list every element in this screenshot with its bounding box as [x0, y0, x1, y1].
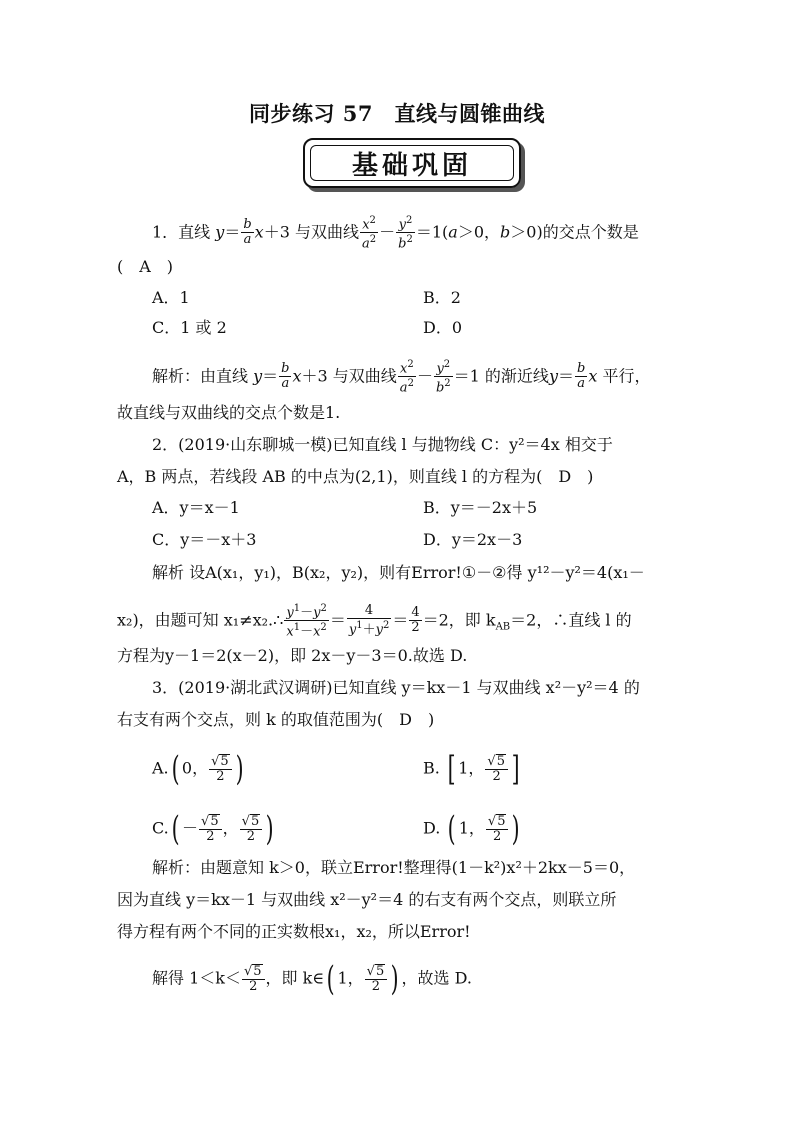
q2-explanation-line2: x₂)，由题可知 x₁≠x₂.∴ $\frac{y^1-y^2}{x^1-x^2}$ ＝ $\frac{4}{y^1+y^2}$ ＝ $\frac{4}{2}$ ＝2，即 $k_{AB}=2$，∴直线 l 的 [117, 603, 632, 640]
q2-option-c: C．y＝－x＋3 [152, 530, 257, 549]
q1-option-a: A．1 [152, 288, 190, 307]
q1-option-b: B．2 [423, 288, 461, 307]
q3-stem-line1: 3．(2019·湖北武汉调研)已知直线 y＝kx－1 与双曲线 x²－y²＝4 的 [152, 678, 640, 697]
section-banner-label: 基础巩固 [310, 145, 514, 181]
q1-option-d: D．0 [423, 318, 463, 337]
q3-explanation-line2: 因为直线 y＝kx－1 与双曲线 x²－y²＝4 的右支有两个交点，则联立所 [117, 890, 617, 909]
q1-option-c: C．1 或 2 [152, 318, 227, 337]
q2-explanation-line1: 解析 设A(x₁，y₁)，B(x₂，y₂)，则有Error!①－②得 y¹²－y²＝4(x₁－ [152, 563, 645, 582]
q2-option-d: D．y＝2x－3 [423, 530, 523, 549]
q1-explanation-line2: 故直线与双曲线的交点个数是1. [117, 403, 341, 422]
section-banner [303, 138, 521, 188]
q3-option-a: A.( 0， $\frac{√5}{2}$ ) [152, 749, 244, 789]
q2-stem-line2: A，B 两点，若线段 AB 的中点为(2,1)，则直线 l 的方程为( D ) [117, 467, 594, 486]
q1-stem-line1: 1．直线 y＝ $\frac{b}{a}$ x＋3 与双曲线 $\frac{x^2}{a^2}$ － $\frac{y^2}{b^2}$ ＝1(a＞0，b＞0)的交点个数是 [152, 215, 639, 252]
q2-stem-line1: 2．(2019·山东聊城一模)已知直线 l 与抛物线 C：y²＝4x 相交于 [152, 435, 613, 454]
q2-explanation-line3: 方程为y－1＝2(x－2)，即 2x－y－3＝0.故选 D. [117, 646, 468, 665]
q2-option-b: B．y＝－2x＋5 [423, 498, 538, 517]
q3-explanation-line1: 解析：由题意知 k＞0，联立Error!整理得(1－k²)x²＋2kx－5＝0， [152, 858, 636, 877]
q3-option-c: C.( － $\frac{√5}{2}$ ， $\frac{√5}{2}$ ) [152, 809, 274, 849]
q3-stem-line2: 右支有两个交点，则 k 的取值范围为( D ) [117, 710, 435, 729]
q1-explanation-line1: 解析：由直线 y＝ $\frac{b}{a}$ x＋3 与双曲线 $\frac{x^2}{a^2}$ － $\frac{y^2}{b^2}$ ＝1 的渐近线y＝ $\frac{b}{a}$ x 平行， [152, 359, 651, 396]
q1-answer: ( A ) [117, 257, 174, 276]
q3-explanation-line4: 解得 1＜k＜ $\frac{√5}{2}$ ，即 k∈( 1， $\frac{√5}{2}$ ) ，故选 D. [152, 959, 472, 999]
q3-option-d: D. ( 1， $\frac{√5}{2}$ ) [423, 809, 521, 849]
page-title: 同步练习 57 直线与圆锥曲线 [248, 101, 546, 126]
q3-explanation-line3: 得方程有两个不同的正实数根x₁，x₂，所以Error! [117, 922, 471, 941]
q2-option-a: A．y＝x－1 [152, 498, 240, 517]
q3-option-b: B. [ 1， $\frac{√5}{2}$ ] [423, 749, 520, 789]
